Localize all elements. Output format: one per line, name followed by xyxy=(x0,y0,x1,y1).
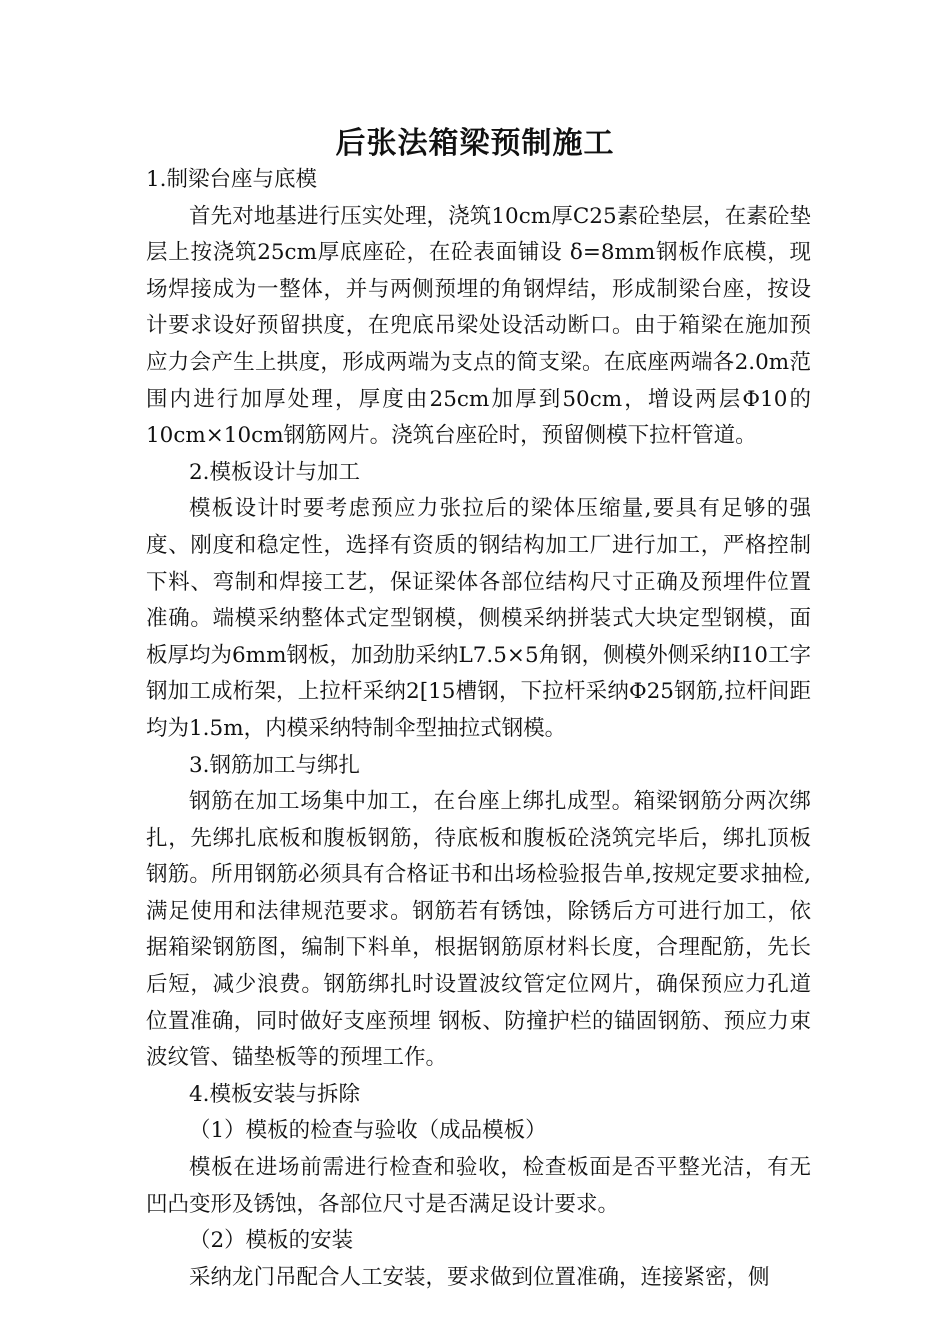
subsection-heading-4-1: （1）模板的检查与验收（成品模板） xyxy=(189,1118,547,1144)
document-title: 后张法箱梁预制施工 xyxy=(335,126,615,161)
subsection-heading-4-2: （2）模板的安装 xyxy=(189,1228,354,1254)
paragraph-4-1: 模板在进场前需进行检查和验收，检查板面是否平整光洁，有无凹凸变形及锈蚀，各部位尺寸是否满足设计要求。 xyxy=(146,1155,811,1217)
paragraph-1: 首先对地基进行压实处理，浇筑10cm厚C25素砼垫层，在素砼垫层上按浇筑25cm厚底座砼，在砼表面铺设 δ=8mm钢板作底模，现场焊接成为一整体，并与两侧预埋的角钢焊结，形成制梁台座，按设计要求设好预留拱度，在兜底吊梁处设活动断口。由于箱梁在施加预应力会产生上拱度，形成两端为支点的简支梁。在底座两端各2.0m范围内进行加厚处理，厚度由25cm加厚到50cm，增设两层Φ10的10cm×10cm钢筋网片。浇筑台座砼时，预留侧模下拉杆管道。 xyxy=(146,203,811,449)
paragraph-2: 模板设计时要考虑预应力张拉后的梁体压缩量,要具有足够的强度、刚度和稳定性，选择有资质的钢结构加工厂进行加工，严格控制下料、弯制和焊接工艺，保证梁体各部位结构尺寸正确及预埋件位置准确。端模采纳整体式定型钢模，侧模采纳拼装式大块定型钢模，面板厚均为6mm钢板，加劲肋采纳L7.5×5角钢，侧模外侧采纳I10工字钢加工成桁架，上拉杆采纳2[15槽钢，下拉杆采纳Φ25钢筋,拉杆间距均为1.5m，内模采纳特制伞型抽拉式钢模。 xyxy=(146,496,811,741)
paragraph-4-2: 采纳龙门吊配合人工安装，要求做到位置准确，连接紧密，侧 xyxy=(189,1264,770,1290)
document-body xyxy=(146,162,811,1296)
section-heading-3: 3.钢筋加工与绑扎 xyxy=(189,752,361,778)
section-heading-1: 1.制梁台座与底模 xyxy=(146,167,318,192)
section-heading-2: 2.模板设计与加工 xyxy=(189,459,361,485)
section-heading-4: 4.模板安装与拆除 xyxy=(189,1081,361,1107)
paragraph-3: 钢筋在加工场集中加工，在台座上绑扎成型。箱梁钢筋分两次绑扎，先绑扎底板和腹板钢筋，待底板和腹板砼浇筑完毕后，绑扎顶板钢筋。所用钢筋必须具有合格证书和出场检验报告单,按规定要求抽检,满足使用和法律规范要求。钢筋若有锈蚀，除锈后方可进行加工，依据箱梁钢筋图，编制下料单，根据钢筋原材料长度，合理配筋，先长后短，减少浪费。钢筋绑扎时设置波纹管定位网片，确保预应力孔道位置准确，同时做好支座预埋 钢板、防撞护栏的锚固钢筋、预应力束波纹管、锚垫板等的预埋工作。 xyxy=(146,789,811,1071)
